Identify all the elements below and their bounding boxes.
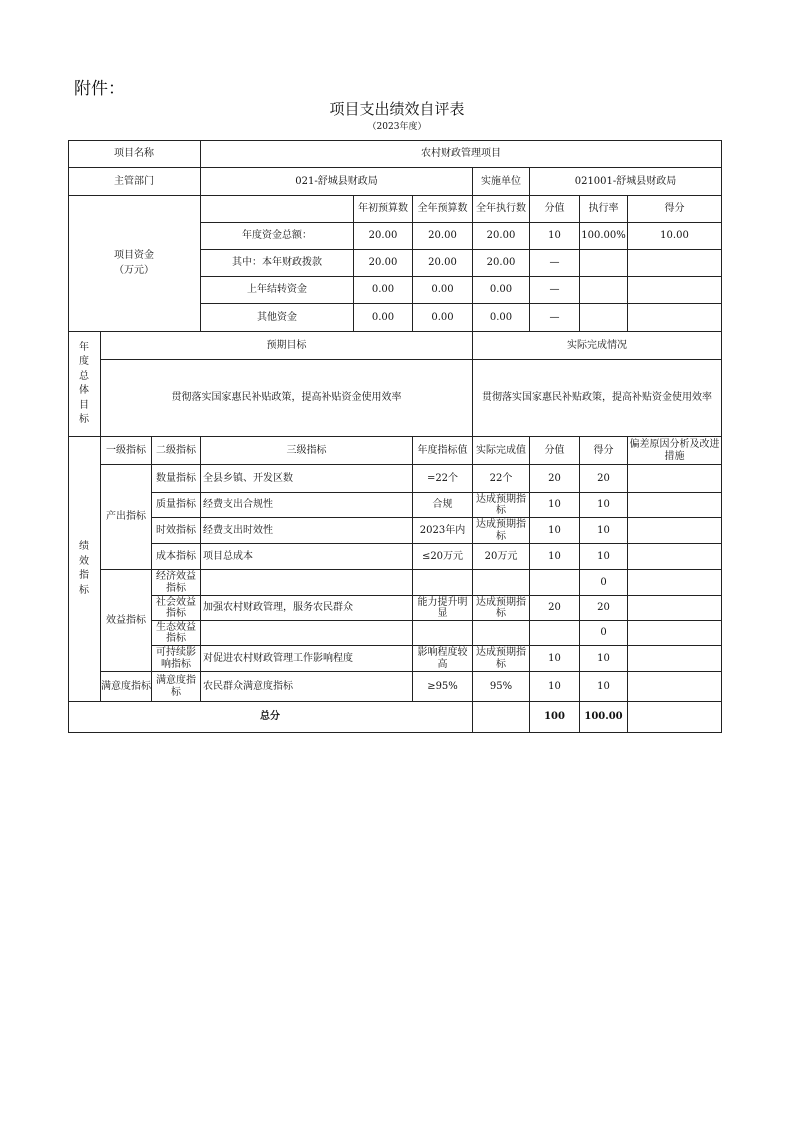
ind-reason <box>628 672 722 702</box>
ind-score: 10 <box>580 493 628 518</box>
funds-row-label: 其他资金 <box>201 304 354 332</box>
funds-col-annual: 全年预算数 <box>413 196 473 223</box>
ind-reason <box>628 596 722 621</box>
ind-reason <box>628 493 722 518</box>
ind-target: ≥95% <box>413 672 473 702</box>
annual-goals-label: 年 度 总 体 目 标 <box>68 332 101 437</box>
ind-target: 2023年内 <box>413 518 473 544</box>
funds-row-label: 年度资金总额： <box>201 223 354 250</box>
funds-cell: 20.00 <box>473 250 530 277</box>
ind-level2: 经济效益指标 <box>152 570 201 596</box>
funds-cell <box>628 304 722 332</box>
funds-col-executed: 全年执行数 <box>473 196 530 223</box>
ind-score-value <box>530 621 580 646</box>
ind-level2: 时效指标 <box>152 518 201 544</box>
funds-cell: 0.00 <box>473 304 530 332</box>
evaluation-table <box>68 140 722 733</box>
unit-value: 021001-舒城县财政局 <box>530 168 722 196</box>
ind-score: 10 <box>580 672 628 702</box>
ind-level2: 满意度指标 <box>152 672 201 702</box>
ind-score: 20 <box>580 596 628 621</box>
expected-goal-text: 贯彻落实国家惠民补贴政策，提高补贴资金使用效率 <box>101 360 473 437</box>
total-score: 100.00 <box>580 702 628 733</box>
ind-actual: 达成预期指标 <box>473 518 530 544</box>
performance-indicators-label: 绩 效 指 标 <box>68 437 101 702</box>
ind-score: 10 <box>580 518 628 544</box>
ind-reason <box>628 518 722 544</box>
funds-cell: — <box>530 304 580 332</box>
ind-level3: 项目总成本 <box>201 544 413 570</box>
ind-col-actual: 实际完成值 <box>473 437 530 465</box>
funds-cell: 20.00 <box>413 223 473 250</box>
ind-level2: 数量指标 <box>152 465 201 493</box>
ind-score-value: 10 <box>530 672 580 702</box>
dept-value: 021-舒城县财政局 <box>201 168 473 196</box>
ind-target: =22个 <box>413 465 473 493</box>
attachment-label: 附件： <box>74 79 125 99</box>
dept-label: 主管部门 <box>68 168 201 196</box>
benefit-indicators-label: 效益指标 <box>101 570 152 672</box>
ind-score-value: 10 <box>530 646 580 672</box>
total-score-value: 100 <box>530 702 580 733</box>
funds-cell: — <box>530 277 580 304</box>
ind-level3 <box>201 621 413 646</box>
funds-cell <box>628 250 722 277</box>
ind-target <box>413 621 473 646</box>
funds-cell: 20.00 <box>473 223 530 250</box>
ind-col-level3: 三级指标 <box>201 437 413 465</box>
funds-col-rate: 执行率 <box>580 196 628 223</box>
funds-row-label: 上年结转资金 <box>201 277 354 304</box>
ind-score-value: 20 <box>530 596 580 621</box>
expected-goal-header: 预期目标 <box>101 332 473 360</box>
form-year: （2023年度） <box>367 122 427 132</box>
ind-reason <box>628 465 722 493</box>
funds-cell: 10.00 <box>628 223 722 250</box>
funds-cell: 10 <box>530 223 580 250</box>
total-label: 总分 <box>68 702 473 733</box>
funds-cell <box>580 304 628 332</box>
ind-reason <box>628 621 722 646</box>
ind-reason <box>628 544 722 570</box>
form-title: 项目支出绩效自评表 <box>329 100 465 118</box>
funds-cell: 0.00 <box>473 277 530 304</box>
ind-level2: 社会效益指标 <box>152 596 201 621</box>
unit-label: 实施单位 <box>473 168 530 196</box>
ind-actual: 达成预期指标 <box>473 646 530 672</box>
funds-cell <box>580 277 628 304</box>
ind-level2: 生态效益指标 <box>152 621 201 646</box>
total-reason <box>628 702 722 733</box>
ind-level3 <box>201 570 413 596</box>
total-blank <box>473 702 530 733</box>
ind-target: ≤20万元 <box>413 544 473 570</box>
actual-status-text: 贯彻落实国家惠民补贴政策，提高补贴资金使用效率 <box>473 360 722 437</box>
ind-level3: 对促进农村财政管理工作影响程度 <box>201 646 413 672</box>
ind-level3: 加强农村财政管理，服务农民群众 <box>201 596 413 621</box>
ind-score-value <box>530 570 580 596</box>
funds-cell: 20.00 <box>413 250 473 277</box>
ind-level3: 经费支出合规性 <box>201 493 413 518</box>
ind-level3: 经费支出时效性 <box>201 518 413 544</box>
ind-level2: 成本指标 <box>152 544 201 570</box>
funds-cell: 20.00 <box>354 223 413 250</box>
ind-actual: 达成预期指标 <box>473 493 530 518</box>
funds-cell: 20.00 <box>354 250 413 277</box>
funds-col-score: 得分 <box>628 196 722 223</box>
output-indicators-label: 产出指标 <box>101 465 152 570</box>
ind-level2: 质量指标 <box>152 493 201 518</box>
ind-score-value: 10 <box>530 518 580 544</box>
ind-actual: 22个 <box>473 465 530 493</box>
ind-target: 合规 <box>413 493 473 518</box>
ind-target <box>413 570 473 596</box>
ind-col-reason: 偏差原因分析及改进措施 <box>628 437 722 465</box>
funds-row-label: 其中：本年财政拨款 <box>201 250 354 277</box>
funds-label: 项目资金 （万元） <box>68 196 201 332</box>
ind-col-score: 得分 <box>580 437 628 465</box>
ind-actual: 达成预期指标 <box>473 596 530 621</box>
ind-col-score-value: 分值 <box>530 437 580 465</box>
ind-reason <box>628 646 722 672</box>
ind-score-value: 20 <box>530 465 580 493</box>
funds-cell: 0.00 <box>354 304 413 332</box>
ind-score: 0 <box>580 621 628 646</box>
ind-score-value: 10 <box>530 493 580 518</box>
ind-level2: 可持续影响指标 <box>152 646 201 672</box>
ind-score: 20 <box>580 465 628 493</box>
funds-cell: 0.00 <box>413 277 473 304</box>
satisfaction-indicators-label: 满意度指标 <box>101 672 152 702</box>
ind-actual <box>473 621 530 646</box>
ind-score: 10 <box>580 544 628 570</box>
ind-score-value: 10 <box>530 544 580 570</box>
ind-actual <box>473 570 530 596</box>
project-name-label: 项目名称 <box>68 140 201 168</box>
ind-target: 能力提升明显 <box>413 596 473 621</box>
funds-cell: 0.00 <box>354 277 413 304</box>
funds-cell <box>580 250 628 277</box>
ind-score: 10 <box>580 646 628 672</box>
ind-target: 影响程度较高 <box>413 646 473 672</box>
ind-level3: 全县乡镇、开发区数 <box>201 465 413 493</box>
funds-col-initial: 年初预算数 <box>354 196 413 223</box>
ind-col-level2: 二级指标 <box>152 437 201 465</box>
ind-reason <box>628 570 722 596</box>
funds-cell <box>628 277 722 304</box>
funds-cell: 100.00% <box>580 223 628 250</box>
ind-col-target: 年度指标值 <box>413 437 473 465</box>
funds-col-score-value: 分值 <box>530 196 580 223</box>
funds-cell: — <box>530 250 580 277</box>
ind-actual: 95% <box>473 672 530 702</box>
project-name-value: 农村财政管理项目 <box>201 140 722 168</box>
ind-col-level1: 一级指标 <box>101 437 152 465</box>
ind-level3: 农民群众满意度指标 <box>201 672 413 702</box>
funds-cell: 0.00 <box>413 304 473 332</box>
actual-status-header: 实际完成情况 <box>473 332 722 360</box>
ind-score: 0 <box>580 570 628 596</box>
ind-actual: 20万元 <box>473 544 530 570</box>
funds-header-blank <box>201 196 354 223</box>
